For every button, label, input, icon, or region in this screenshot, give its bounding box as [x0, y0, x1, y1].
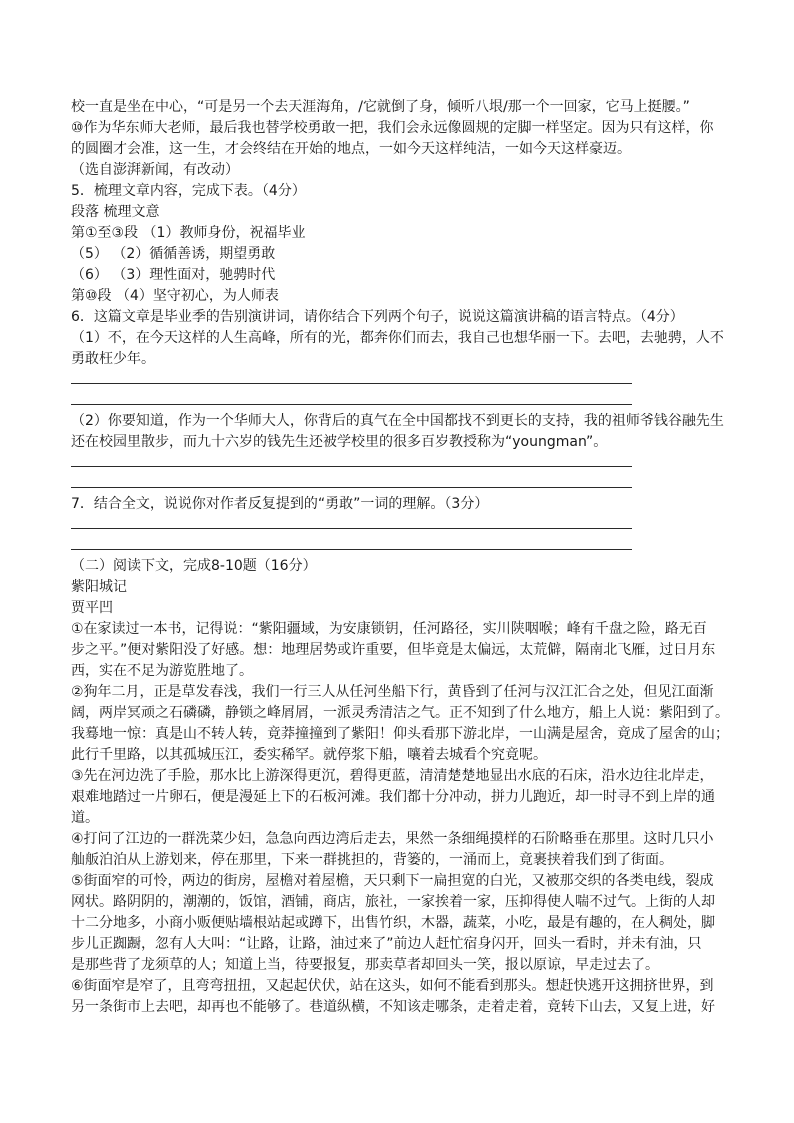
text-line: 道。 — [71, 810, 99, 826]
table-row: （6） （3）理性面对，驰骋时代 — [71, 267, 276, 283]
text-line: 舢舨泊泊从上游划来，停在那里，下来一群挑担的，背篓的，一涌而上，竟裹挟着我们到了街面。 — [71, 852, 673, 868]
text-line: 是那些背了龙须草的人；知道上当，待要报复，那卖草者却回头一笑，报以原谅，早走过去了。 — [71, 957, 659, 973]
table-header: 段落 梳理文意 — [71, 204, 160, 220]
question-5: 5．梳理文章内容，完成下表。（4分） — [71, 183, 306, 199]
quote-2: 还在校园里散步，而九十六岁的钱先生还被学校里的很多百岁教授称为“youngman”。 — [71, 434, 608, 450]
text-line: 西，实在不足为游览胜地了。 — [71, 663, 253, 679]
table-row: 第⑩段 （4）坚守初心，为人师表 — [71, 288, 279, 304]
table-row: 第①至③段 （1）教师身份，祝福毕业 — [71, 225, 306, 241]
quote-1: 勇敢枉少年。 — [71, 351, 155, 367]
answer-line[interactable] — [71, 528, 632, 529]
text-line: ④打问了江边的一群洗菜少妇，急急向西边湾后走去，果然一条细绳摸样的石阶略垂在那里。这时几只小 — [71, 831, 714, 847]
section-heading: （二）阅读下文，完成8-10题（16分） — [71, 558, 317, 574]
text-line: 网状。路阴阴的，潮潮的，饭馆，酒铺，商店，旅社，一家挨着一家，压抑得使人喘不过气。上街的人却 — [71, 894, 715, 910]
text-line: 校一直是坐在中心，“可是另一个去天涯海角，/它就倒了身，倾听八垠/那一个一回家，它马上挺腰。” — [71, 99, 690, 115]
text-line: 此行千里路，以其孤城压江，委实稀罕。就停浆下船，嚷着去城看个究竟呢。 — [71, 747, 547, 763]
text-line: 步之平。”便对紫阳没了好感。想：地理居势或许重要，但毕竟是太偏远，太荒僻，隔南北飞雁，过日月东 — [71, 642, 716, 658]
quote-1: （1）不，在今天这样的人生高峰，所有的光，都奔你们而去，我自己也想华丽一下。去吧，去驰骋，人不 — [71, 330, 724, 346]
text-line: ⑤街面窄的可怜，两边的街房，屋檐对着屋檐，天只剩下一扁担宽的白光，又被那交织的各类电线，裂成 — [71, 873, 714, 889]
text-line: ⑥街面窄是窄了，且弯弯扭扭，又起起伏伏，站在这头，如何不能看到那头。想赶快逃开这拥挤世界，到 — [71, 978, 714, 994]
text-line: 十二分地多，小商小贩便贴墙根站起或蹲下，出售竹织，木器，蔬菜，小吃，最是有趣的，在人稠处，脚 — [71, 915, 715, 931]
text-line: ③先在河边洗了手脸，那水比上游深得更沉，碧得更蓝，清清楚楚地显出水底的石床，沿水边往北岸走， — [71, 768, 714, 784]
article-title: 紫阳城记 — [71, 579, 127, 595]
text-line: ②狗年二月，正是草发春浅，我们一行三人从任河坐船下行，黄昏到了任河与汉江汇合之处，但见江面渐 — [71, 684, 714, 700]
text-line: ①在家读过一本书，记得说：“紫阳疆域，为安康锁钥，任河路径，实川陕咽喉；峰有千盘之险，路无百 — [71, 621, 707, 637]
text-line: 另一条街市上去吧，却再也不能够了。巷道纵横，不知该走哪条，走着走着，竟转下山去，又复上进，好 — [71, 999, 715, 1015]
answer-line[interactable] — [71, 404, 632, 405]
text-line: 的圆圈才会准，这一生，才会终结在开始的地点，一如今天这样纯洁，一如今天这样豪迈。 — [71, 141, 631, 157]
text-line: 我蓦地一惊：真是山不转人转，竟莽撞撞到了紫阳！仰头看那下游北岸，一山满是屋舍，竟成了屋舍的山； — [71, 726, 729, 742]
quote-2: （2）你要知道，作为一个华师大人，你背后的真气在全中国都找不到更长的支持，我的祖师爷钱谷融先生 — [71, 413, 724, 429]
article-author: 贾平凹 — [71, 600, 113, 616]
answer-line[interactable] — [71, 383, 632, 384]
text-line: 阔，两岸冥顽之石磷磷，静锁之峰屑屑，一派灵秀清洁之气。正不知到了什么地方，船上人说：紫阳到了。 — [71, 705, 729, 721]
answer-line[interactable] — [71, 487, 632, 488]
table-row: （5） （2）循循善诱，期望勇敢 — [71, 246, 276, 262]
answer-line[interactable] — [71, 466, 632, 467]
question-6: 6．这篇文章是毕业季的告别演讲词，请你结合下列两个句子，说说这篇演讲稿的语言特点。（4分） — [71, 309, 684, 325]
text-line: 步儿正踟蹰，忽有人大叫：“让路，让路，油过来了”前边人赶忙宿身闪开，回头一看时，并未有油，只 — [71, 936, 702, 952]
question-7: 7．结合全文，说说你对作者反复提到的“勇敢”一词的理解。（3分） — [71, 496, 489, 512]
source-note: （选自澎湃新闻，有改动） — [71, 162, 239, 178]
answer-line[interactable] — [71, 549, 632, 550]
text-line: 艰难地踏过一片卵石，便是漫延上下的石板河滩。我们都十分冲动，拼力儿跑近，却一时寻不到上岸的通 — [71, 789, 715, 805]
text-line: ⑩作为华东师大老师，最后我也替学校勇敢一把，我们会永远像圆规的定脚一样坚定。因为只有这样，你 — [71, 120, 714, 136]
